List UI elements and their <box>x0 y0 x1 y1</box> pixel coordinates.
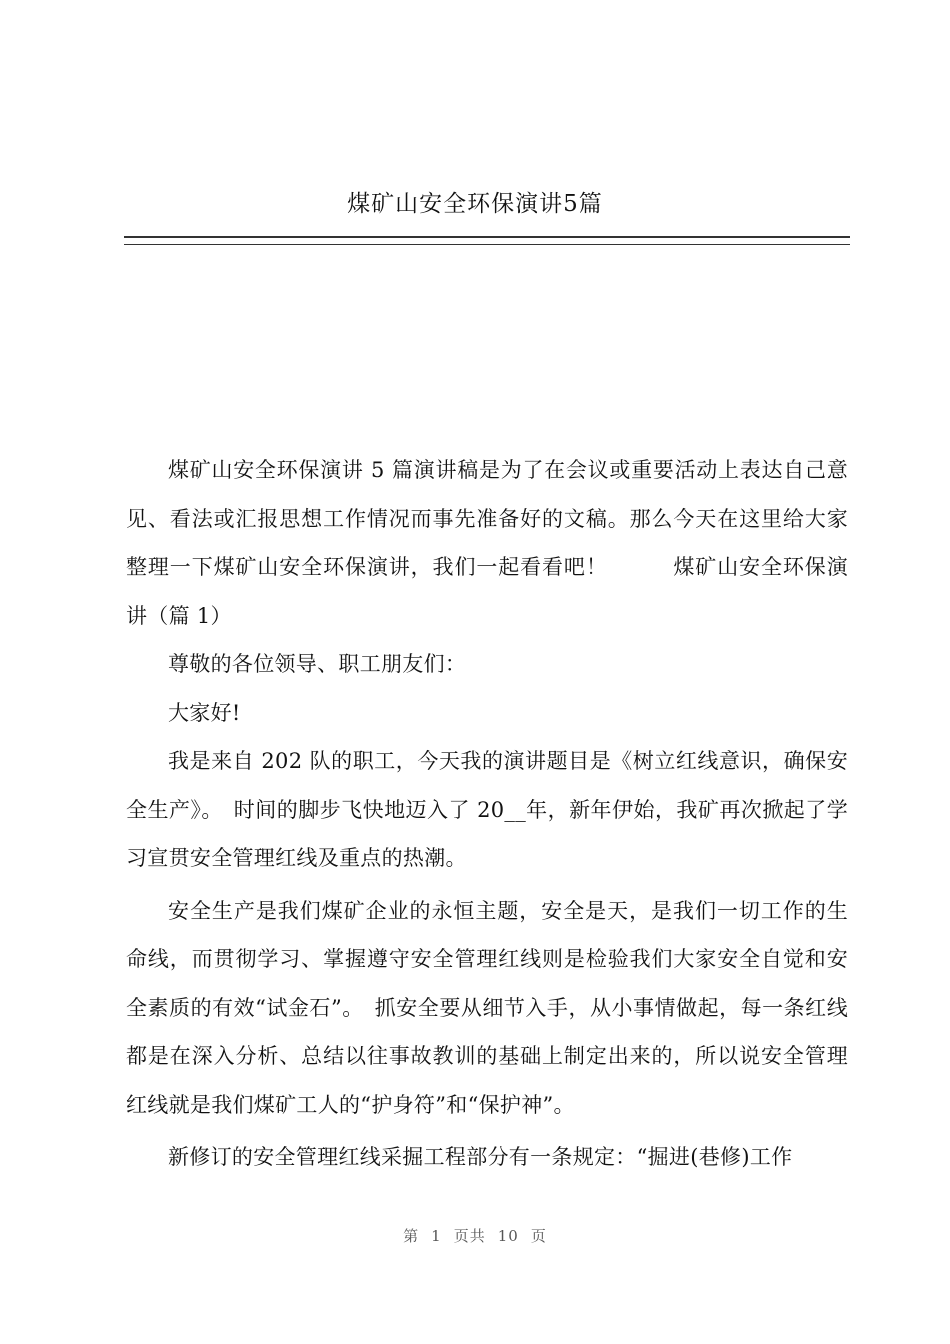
paragraph: 煤矿山安全环保演讲 5 篇演讲稿是为了在会议或重要活动上表达自己意见、看法或汇报思想工作情况而事先准备好的文稿。那么今天在这里给大家整理一下煤矿山安全环保演讲，我们一起看看吧！ 煤矿山安全环保演讲（篇 1） <box>126 458 848 628</box>
document-body <box>126 446 848 1182</box>
page-footer <box>0 1225 950 1246</box>
paragraph: 大家好! <box>168 700 241 725</box>
paragraph: 安全生产是我们煤矿企业的永恒主题，安全是天，是我们一切工作的生命线，而贯彻学习、掌握遵守安全管理红线则是检验我们大家安全自觉和安全素质的有效“试金石”。 抓安全要从细节入手，从小事情做起，每一条红线都是在深入分析、总结以往事故教训的基础上制定出来的，所以说安全管理红线就是我们煤矿工人的“护身符”和“保护神”。 <box>126 898 848 1117</box>
footer-prefix: 第 <box>403 1227 420 1245</box>
paragraph: 新修订的安全管理红线采掘工程部分有一条规定：“掘进(巷修)工作 <box>168 1145 793 1169</box>
title-divider <box>124 236 850 245</box>
total-pages: 10 <box>497 1227 519 1245</box>
footer-middle: 页共 <box>453 1227 486 1245</box>
paragraph: 我是来自 202 队的职工，今天我的演讲题目是《树立红线意识，确保安全生产》。 时间的脚步飞快地迈入了 20__年，新年伊始，我矿再次掀起了学习宣贯安全管理红线及重点的热潮。 <box>126 749 848 870</box>
paragraph: 尊敬的各位领导、职工朋友们： <box>168 652 467 676</box>
page-number: 1 <box>431 1227 442 1245</box>
document-title: 煤矿山安全环保演讲5篇 <box>347 191 603 217</box>
footer-suffix: 页 <box>530 1227 547 1245</box>
